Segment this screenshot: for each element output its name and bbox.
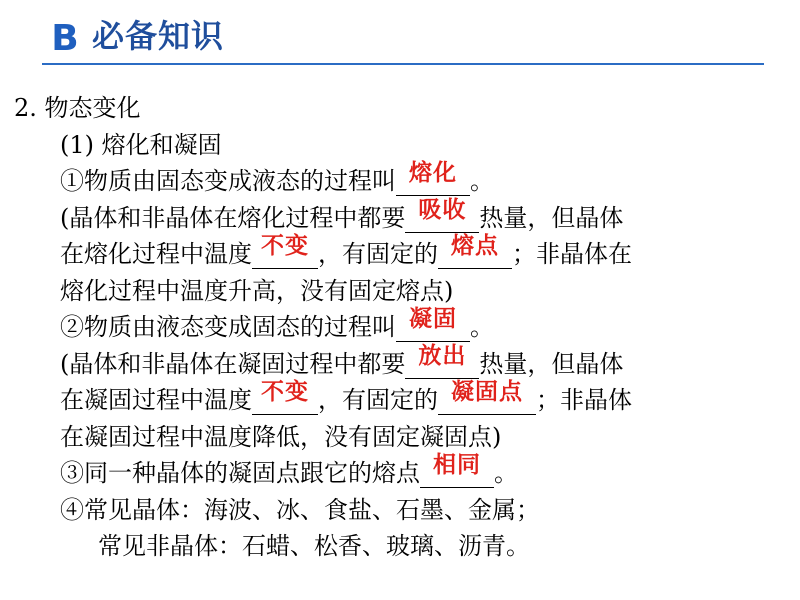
subsection-heading: (1) 熔化和凝固 bbox=[60, 130, 222, 159]
answer-blank bbox=[252, 379, 318, 415]
line-same-point: ③同一种晶体的凝固点跟它的熔点 相同 。 bbox=[60, 452, 518, 487]
svg-text:B: B bbox=[51, 18, 79, 57]
line-amorphous-examples: 常见非晶体：石蜡、松香、玻璃、沥青。 bbox=[98, 532, 530, 560]
answer-blank bbox=[252, 233, 318, 269]
line-solidification-note: 在凝固过程中温度降低，没有固定凝固点) bbox=[60, 422, 502, 451]
answer-text: 凝固 bbox=[409, 306, 457, 332]
answer-text: 熔点 bbox=[451, 233, 499, 259]
line-melting-temperature: 在熔化过程中温度 不变 ，有固定的 熔点 ；非晶体在 bbox=[60, 233, 632, 268]
line-melting-note: 熔化过程中温度升高，没有固定熔点) bbox=[60, 276, 454, 305]
answer-blank bbox=[438, 379, 536, 415]
header-divider bbox=[42, 63, 764, 65]
answer-text: 放出 bbox=[418, 342, 467, 369]
section-heading: 2. 物态变化 bbox=[14, 94, 141, 122]
line-crystal-examples: ④常见晶体：海波、冰、食盐、石墨、金属； bbox=[60, 495, 540, 524]
answer-blank bbox=[438, 233, 512, 269]
answer-text: 不变 bbox=[261, 233, 309, 259]
answer-blank bbox=[405, 342, 479, 379]
answer-text: 相同 bbox=[433, 452, 481, 478]
answer-text: 吸收 bbox=[418, 196, 467, 223]
b-badge-icon bbox=[50, 17, 80, 57]
answer-text: 凝固点 bbox=[451, 379, 523, 405]
answer-text: 熔化 bbox=[409, 160, 457, 186]
answer-blank bbox=[396, 160, 470, 196]
line-solidification-heat: (晶体和非晶体在凝固过程中都要 放出 热量，但晶体 bbox=[60, 342, 624, 378]
header bbox=[0, 0, 800, 70]
line-solidification-temperature: 在凝固过程中温度 不变 ，有固定的 凝固点 ；非晶体 bbox=[60, 379, 632, 414]
content bbox=[14, 90, 784, 565]
answer-text: 不变 bbox=[261, 379, 309, 405]
line-melting-definition: ①物质由固态变成液态的过程叫 熔化 。 bbox=[60, 160, 494, 195]
line-melting-heat: (晶体和非晶体在熔化过程中都要 吸收 热量，但晶体 bbox=[60, 196, 624, 232]
answer-blank bbox=[405, 196, 479, 233]
answer-blank bbox=[420, 452, 494, 488]
line-solidification-definition: ②物质由液态变成固态的过程叫 凝固 。 bbox=[60, 306, 494, 341]
answer-blank bbox=[396, 306, 470, 342]
page-title: 必备知识 bbox=[92, 17, 225, 55]
